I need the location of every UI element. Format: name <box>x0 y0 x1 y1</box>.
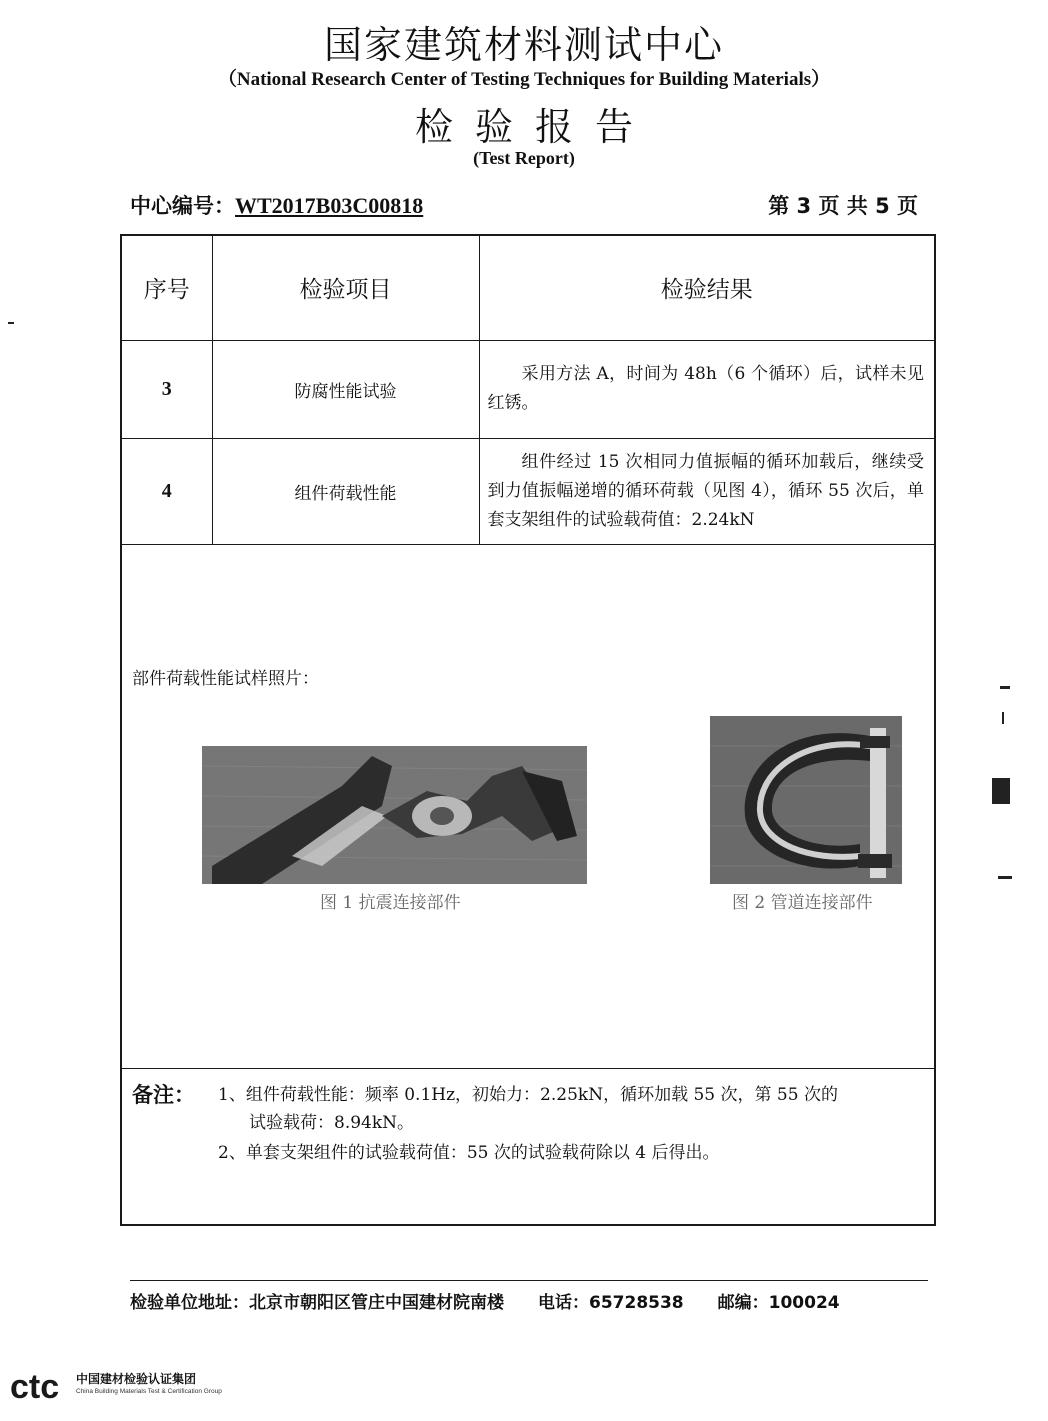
remarks-title: 备注： <box>132 1083 195 1107</box>
header-result: 检验结果 <box>479 236 934 340</box>
pipe-connector-photo <box>710 716 902 884</box>
scan-mark <box>992 778 1010 804</box>
footer-contact <box>130 1288 840 1313</box>
table-header-row <box>122 236 934 340</box>
scan-mark <box>1000 686 1010 689</box>
scan-mark <box>998 876 1012 879</box>
footer-postcode: 邮编：100024 <box>717 1293 840 1313</box>
footer-address: 检验单位地址：北京市朝阳区管庄中国建材院南楼 <box>130 1293 504 1313</box>
table-row <box>122 340 934 438</box>
row-result: 组件经过 15 次相同力值振幅的循环加载后，继续受到力值振幅递增的循环荷载（见图 4），循环 55 次后，单套支架组件的试验载荷值：2.24kN <box>479 438 934 544</box>
remark-item <box>218 1081 918 1137</box>
remarks-section <box>122 1068 934 1224</box>
results-table <box>122 236 934 545</box>
photo-caption-1: 图 1 抗震连接部件 <box>320 893 461 913</box>
svg-text:ctc: ctc <box>10 1368 60 1404</box>
remark-line: 2、单套支架组件的试验载荷值：55 次的试验载荷除以 4 后得出。 <box>218 1143 720 1163</box>
footer-phone: 电话：65728538 <box>538 1293 684 1313</box>
seismic-connector-photo <box>202 746 587 884</box>
row-no: 4 <box>122 438 212 544</box>
logo-name-en: China Building Materials Test & Certification Group <box>76 1388 222 1395</box>
org-name-cn: 国家建筑材料测试中心 <box>323 23 724 67</box>
report-title-en: (Test Report) <box>473 148 575 168</box>
table-row <box>122 438 934 544</box>
remark-line: 1、组件荷载性能：频率 0.1Hz，初始力：2.25kN，循环加载 55 次，第 55 次的 <box>218 1085 838 1105</box>
header-item: 检验项目 <box>212 236 479 340</box>
remark-line: 试验载荷：8.94kN。 <box>249 1113 415 1133</box>
photo-caption-2: 图 2 管道连接部件 <box>732 893 873 913</box>
photo-section-label: 部件荷载性能试样照片： <box>132 669 319 689</box>
ctc-logo-icon <box>10 1368 70 1404</box>
report-title-cn: 检验报告 <box>414 105 655 149</box>
report-frame <box>120 234 936 1226</box>
row-result: 采用方法 A，时间为 48h（6 个循环）后，试样未见红锈。 <box>479 340 934 438</box>
report-number-value: WT2017B03C00818 <box>235 193 424 218</box>
row-item: 防腐性能试验 <box>212 340 479 438</box>
scan-mark <box>1002 712 1004 724</box>
header-no: 序号 <box>122 236 212 340</box>
report-number <box>130 190 423 220</box>
logo-name-cn: 中国建材检验认证集团 <box>76 1372 197 1386</box>
report-number-label: 中心编号： <box>130 194 235 218</box>
footer-divider <box>130 1280 928 1281</box>
remark-item <box>218 1139 719 1167</box>
page-indicator: 第 3 页 共 5 页 <box>768 194 918 218</box>
row-item: 组件荷载性能 <box>212 438 479 544</box>
org-name-en: （National Research Center of Testing Techniques for Building Materials） <box>217 69 831 90</box>
row-no: 3 <box>122 340 212 438</box>
scan-mark <box>8 322 14 324</box>
